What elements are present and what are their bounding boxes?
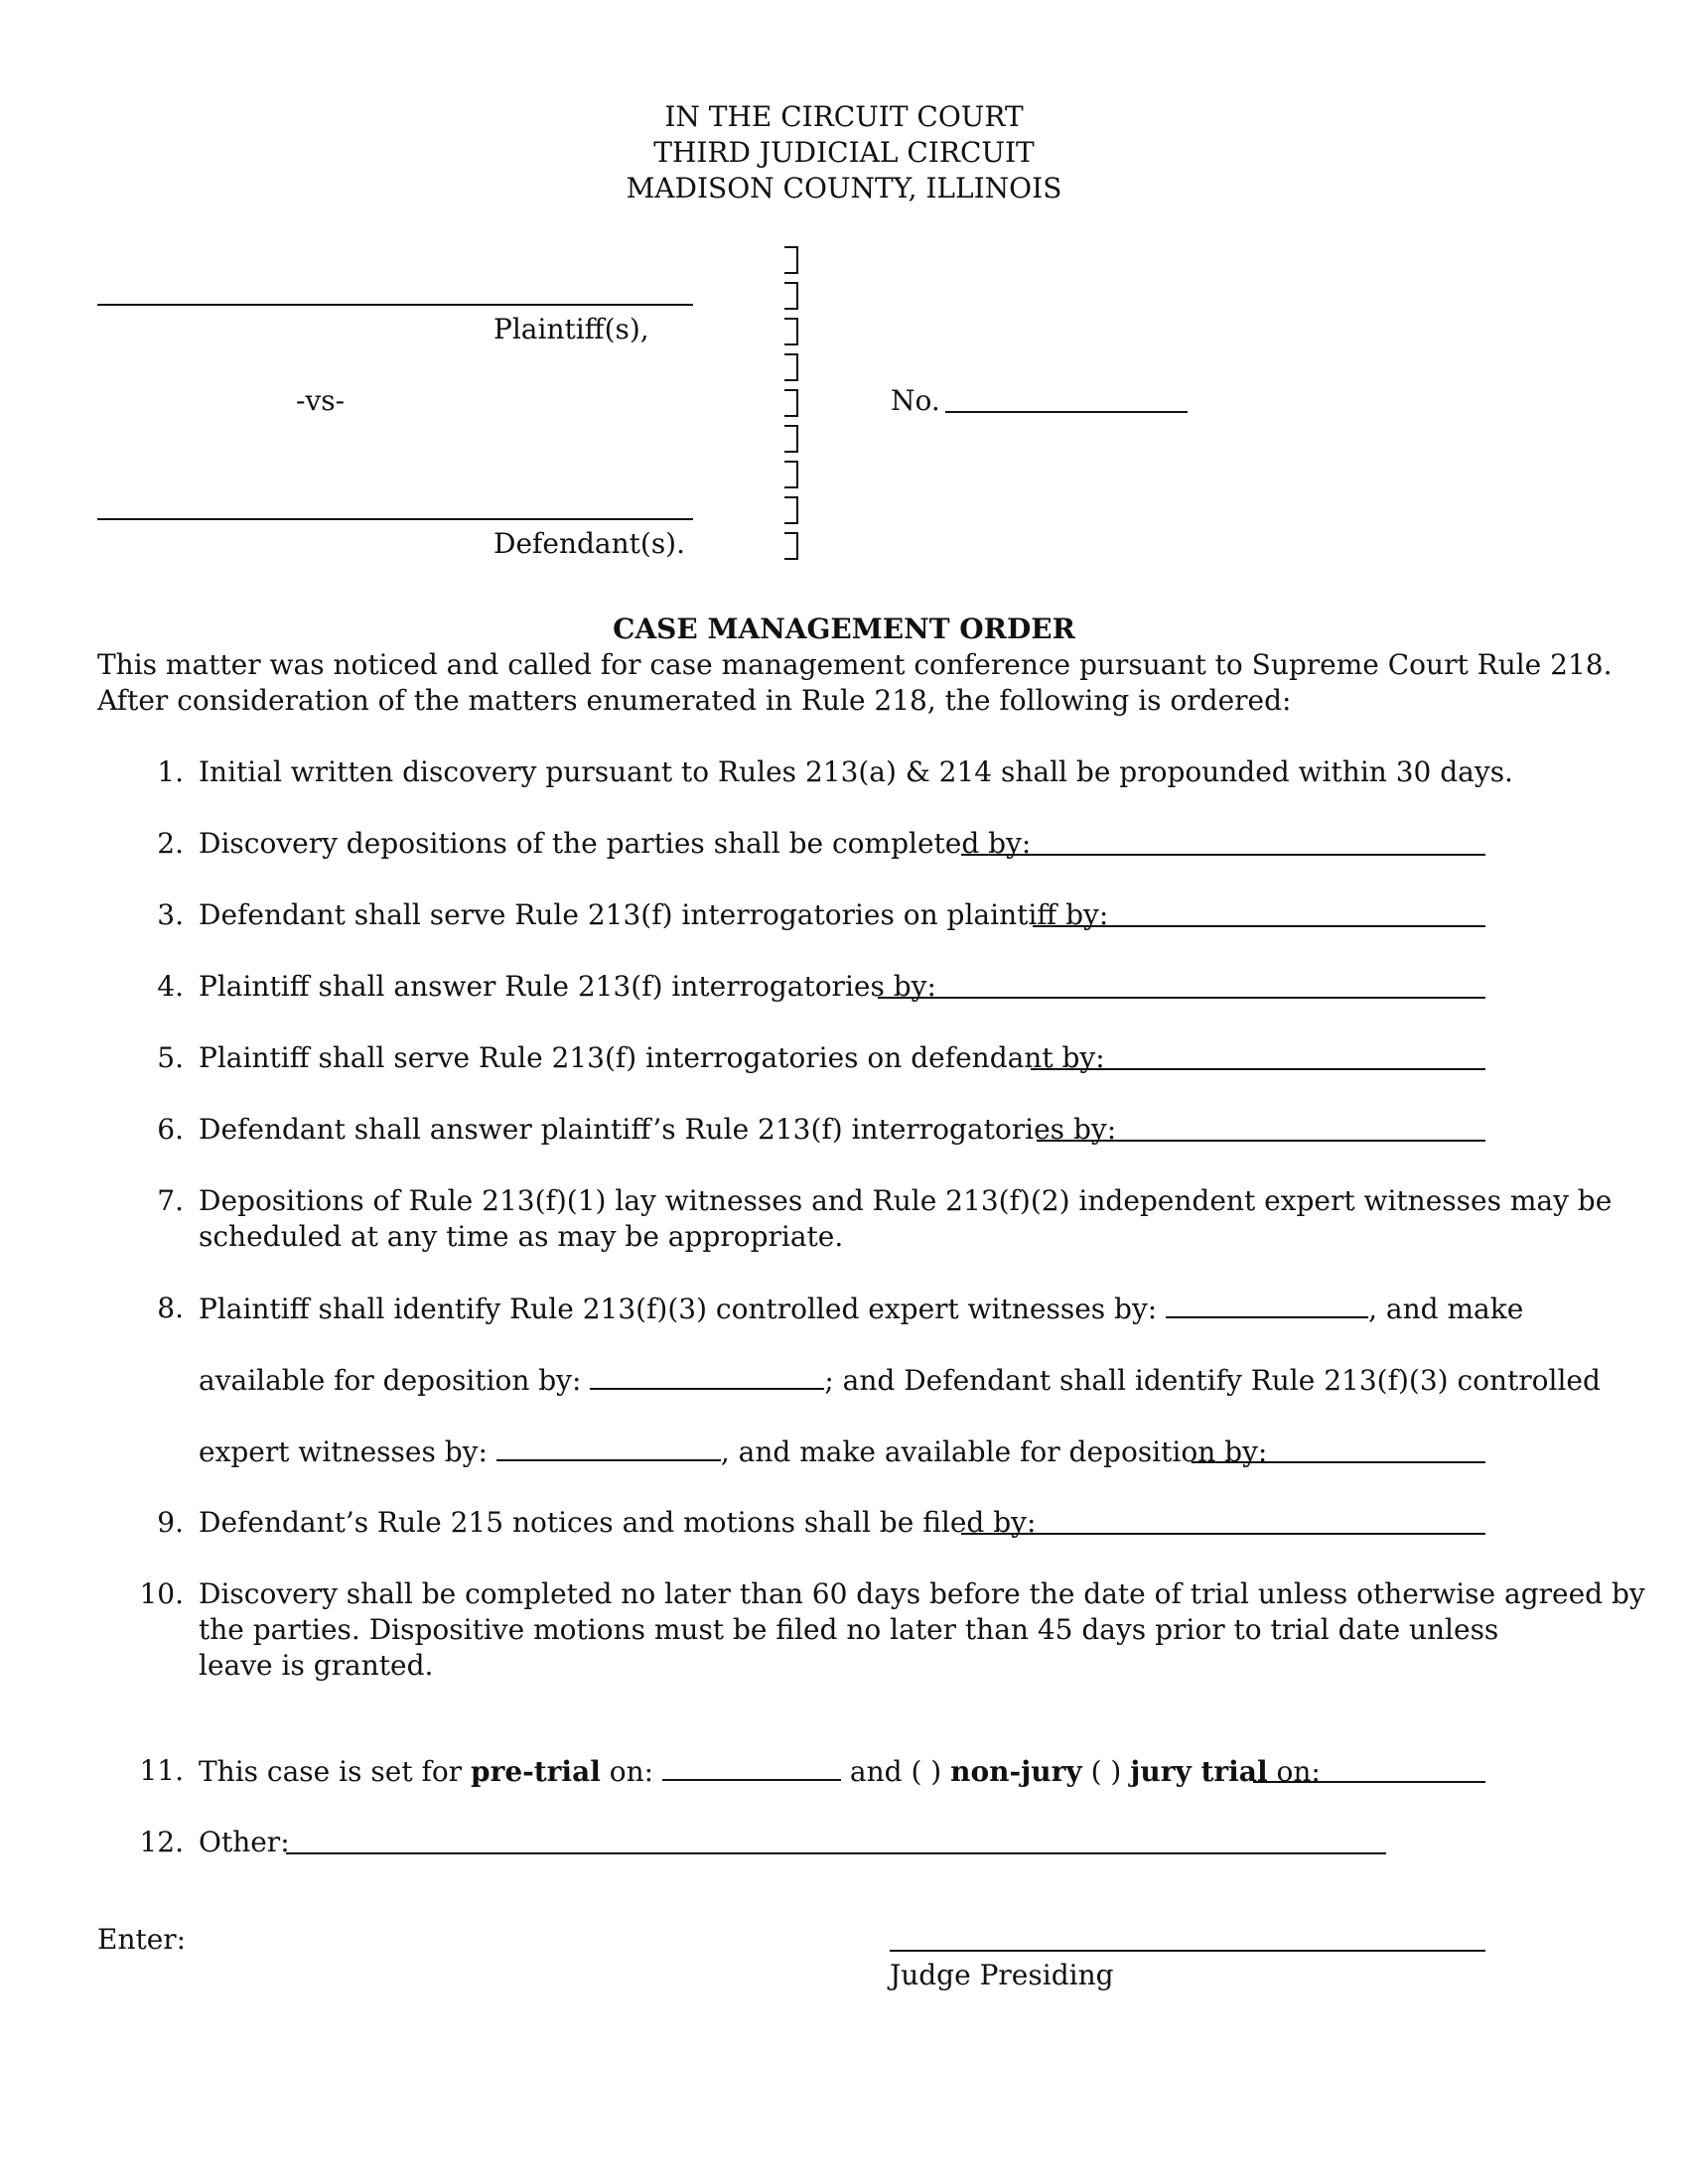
item-text-line-2: the parties. Dispositive motions must be filed no later than 45 days prior to trial date unless — [199, 1613, 1499, 1646]
item-text: Plaintiff shall serve Rule 213(f) interrogatories on defendant by: — [199, 1041, 1105, 1074]
item-text — [199, 1753, 1321, 1790]
defendant-serve-date-line[interactable] — [1033, 925, 1485, 927]
defendant-expert-identify-date-line[interactable] — [496, 1433, 721, 1461]
jury-trial-label: jury trial — [1130, 1755, 1268, 1788]
item-text-line-1: Depositions of Rule 213(f)(1) lay witnesses and Rule 213(f)(2) independent expert witnesses may be — [199, 1184, 1613, 1217]
item-text: Defendant’s Rule 215 notices and motions shall be filed by: — [199, 1506, 1037, 1539]
item-text-part: available for deposition by: — [199, 1364, 582, 1397]
pre-trial-label: pre-trial — [470, 1755, 601, 1788]
item-text: Other: — [199, 1826, 290, 1858]
judge-signature-line[interactable] — [890, 1950, 1485, 1952]
defendant-answer-date-line[interactable] — [1037, 1140, 1485, 1142]
item-text-line-3 — [199, 1433, 1267, 1470]
item-text-part: Plaintiff shall identify Rule 213(f)(3) controlled expert witnesses by: — [199, 1293, 1158, 1325]
item-number: 4. — [157, 970, 184, 1003]
document-title: CASE MANAGEMENT ORDER — [613, 613, 1075, 645]
item-text-line-1 — [199, 1291, 1523, 1327]
item-text: Plaintiff shall answer Rule 213(f) interrogatories by: — [199, 970, 936, 1003]
defendant-name-line[interactable] — [97, 518, 693, 520]
item-number: 10. — [139, 1577, 184, 1610]
item-text: Defendant shall answer plaintiff’s Rule 213(f) interrogatories by: — [199, 1113, 1117, 1146]
bracket — [784, 353, 798, 381]
depositions-date-line[interactable] — [961, 854, 1485, 856]
circuit-name: THIRD JUDICIAL CIRCUIT — [653, 136, 1035, 169]
item-text: Initial written discovery pursuant to Rules 213(a) & 214 shall be propounded within 30 days. — [199, 755, 1513, 788]
jury-checkbox[interactable]: ( ) — [1090, 1755, 1122, 1788]
item-text-line-2: scheduled at any time as may be appropriate. — [199, 1220, 844, 1253]
other-line[interactable] — [286, 1852, 1386, 1854]
plaintiff-answer-date-line[interactable] — [878, 997, 1485, 999]
item-number: 2. — [157, 827, 184, 860]
bracket — [784, 246, 798, 274]
bracket — [784, 532, 798, 560]
intro-line-2: After consideration of the matters enumerated in Rule 218, the following is ordered: — [97, 684, 1292, 717]
versus-label: -vs- — [296, 384, 346, 417]
county-name: MADISON COUNTY, ILLINOIS — [626, 172, 1062, 205]
trial-date-line[interactable] — [1253, 1781, 1485, 1783]
item-number: 6. — [157, 1113, 184, 1146]
intro-line-1: This matter was noticed and called for case management conference pursuant to Supreme Court Rule 218. — [97, 648, 1613, 681]
item-number: 5. — [157, 1041, 184, 1074]
defendant-label: Defendant(s). — [493, 527, 686, 560]
item-text-line-1: Discovery shall be completed no later than 60 days before the date of trial unless otherwise agreed by — [199, 1577, 1645, 1610]
bracket — [784, 496, 798, 524]
plaintiff-serve-date-line[interactable] — [1031, 1068, 1485, 1070]
item-number: 9. — [157, 1506, 184, 1539]
judge-label: Judge Presiding — [890, 1959, 1114, 1991]
item-text-part: on: — [609, 1755, 654, 1788]
item-number: 11. — [139, 1754, 184, 1787]
item-number: 1. — [157, 755, 184, 788]
item-text-part: on: — [1276, 1755, 1321, 1788]
item-text-part: This case is set for — [199, 1755, 463, 1788]
plaintiff-expert-identify-date-line[interactable] — [1166, 1291, 1368, 1318]
item-text-part: , and make — [1368, 1293, 1524, 1325]
plaintiff-expert-deposition-date-line[interactable] — [590, 1362, 824, 1390]
item-number: 8. — [157, 1292, 184, 1324]
item-text-part: ; and Defendant shall identify Rule 213(f)(3) controlled — [824, 1364, 1601, 1397]
non-jury-checkbox[interactable]: and ( ) — [849, 1755, 942, 1788]
item-number: 12. — [139, 1826, 184, 1858]
bracket — [784, 389, 798, 417]
bracket — [784, 282, 798, 310]
rule-215-date-line[interactable] — [961, 1533, 1485, 1535]
item-text-line-2 — [199, 1362, 1601, 1399]
plaintiff-label: Plaintiff(s), — [493, 313, 649, 345]
item-text-part: , and make available for deposition by: — [720, 1435, 1268, 1468]
case-number-line[interactable] — [945, 411, 1188, 413]
item-text-line-3: leave is granted. — [199, 1649, 434, 1682]
plaintiff-name-line[interactable] — [97, 304, 693, 306]
item-text: Defendant shall serve Rule 213(f) interrogatories on plaintiff by: — [199, 898, 1109, 931]
item-number: 7. — [157, 1184, 184, 1217]
item-number: 3. — [157, 898, 184, 931]
item-text: Discovery depositions of the parties shall be completed by: — [199, 827, 1032, 860]
defendant-expert-deposition-date-line[interactable] — [1192, 1461, 1485, 1463]
item-text-part: expert witnesses by: — [199, 1435, 488, 1468]
bracket — [784, 318, 798, 345]
enter-label: Enter: — [97, 1923, 187, 1956]
court-name: IN THE CIRCUIT COURT — [664, 100, 1024, 133]
bracket — [784, 425, 798, 453]
bracket — [784, 461, 798, 488]
case-number-label: No. — [891, 384, 940, 417]
pre-trial-date-line[interactable] — [662, 1753, 841, 1781]
non-jury-label: non-jury — [950, 1755, 1082, 1788]
